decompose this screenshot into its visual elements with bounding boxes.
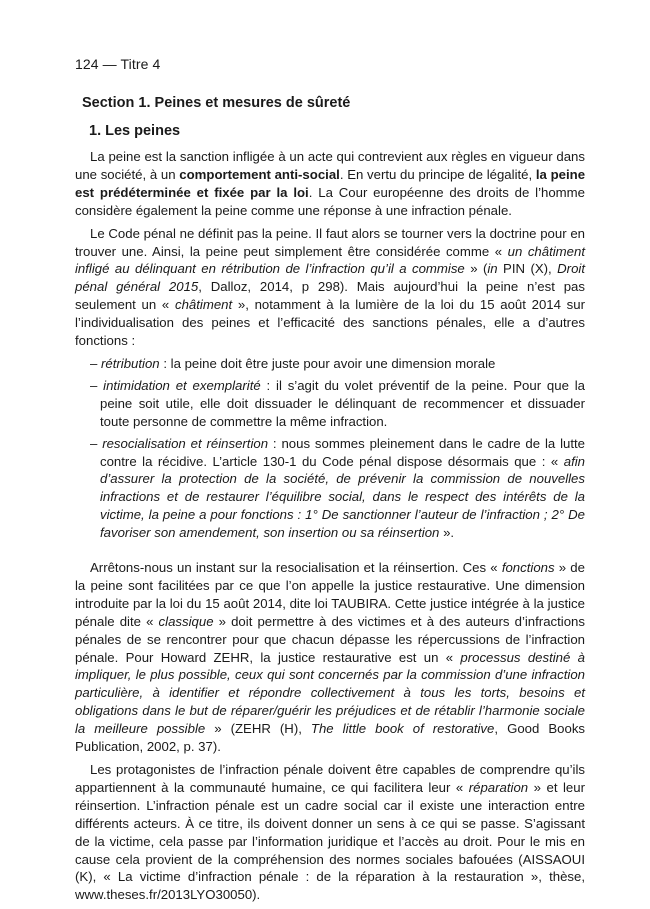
body-text	[75, 148, 585, 909]
paragraph-doctrine: Le Code pénal ne définit pas la peine. Il faut alors se tourner vers la doctrine pour en trouver une. Ainsi, la peine peut simplement être considérée comme « un châtiment infligé au délinquant en rétribution de l’infraction qu’il a commise » (in PIN (X), Droit pénal général 2015, Dalloz, 2014, p 298). Mais aujourd’hui la peine n’est pas seulement un « châtiment », notamment à la lumière de la loi du 15 août 2014 sur l’individualisation des peines et l’efficacité des sanctions pénales, elle a d’autres fonctions :	[75, 225, 585, 349]
subsection-title: 1. Les peines	[89, 123, 181, 139]
section-title: Section 1. Peines et mesures de sûreté	[82, 95, 351, 111]
list-item: – rétribution : la peine doit être juste pour avoir une dimension morale	[90, 355, 496, 371]
functions-list	[75, 355, 585, 542]
paragraph-protagonists: Les protagonistes de l’infraction pénale doivent être capables de comprendre qu’ils appartiennent à la communauté humaine, ce qui facilitera leur « réparation » et leur réinsertion. L’infraction pénale est un cadre social car il existe une interaction entre différents acteurs. À ce titre, ils doivent donner un sens à ce qui se passe. S’agissant de la victime, cela passe par l’information juridique et l’accès au droit. Pour le mis en cause cela provient de la compréhension des normes sociales bafouées (AISSAOUI (K), « La victime d’infraction pénale : de la réparation à la restauration », thèse, www.theses.fr/2013LYO30050).	[75, 762, 585, 903]
list-item: – resocialisation et réinsertion : nous sommes pleinement dans le cadre de la lutte contre la récidive. L’article 130-1 du Code pénal dispose désormais que : « afin d’assurer la protection de la société, de prévenir la commission de nouvelles infractions et de restaurer l’équilibre social, dans le respect des intérêts de la victime, la peine a pour fonctions : 1° De sanctionner l’auteur de l’infraction ; 2° De favoriser son amendement, son insertion ou sa réinsertion ».	[90, 435, 585, 541]
list-term: intimidation et exemplarité	[103, 377, 261, 393]
book-title: The little book of restorative	[310, 721, 495, 737]
bold-phrase: comportement anti-social	[179, 166, 340, 182]
italic-quote: un châtiment infligé au délinquant en rétribution de l’infraction qu’il a commise	[75, 243, 585, 277]
book-title: Droit pénal général 2015	[75, 261, 585, 295]
bold-phrase: la peine est prédéterminée et fixée par la loi	[75, 166, 586, 200]
paragraph-restorative-justice: Arrêtons-nous un instant sur la resocialisation et la réinsertion. Ces « fonctions » de la peine sont facilitées par ce que l’on appelle la justice restaurative. Une dimension introduite par la loi du 15 août 2014, dite loi TAUBIRA. Cette justice intégrée à la justice pénale dite « classique » doit permettre à des victimes et à des auteurs d’infractions pénales de se rencontrer pour que chacun dépasse les répercussions de l’infraction pénale. Pour Howard ZEHR, la justice restaurative est un « processus destiné à impliquer, le plus possible, ceux qui sont concernés par la commission d’une infraction particulière, à identifier et répondre collectivement à tous les torts, besoins et obligations dans le but de réparer/guérir les préjudices et de rétablir l’harmonie sociale la meilleure possible » (ZEHR (H), The little book of restorative, Good Books Publication, 2002, p. 37).	[75, 560, 586, 755]
running-head: 124 — Titre 4	[75, 56, 161, 72]
list-term: resocialisation et réinsertion	[102, 435, 269, 451]
list-item: – intimidation et exemplarité : il s’agit du volet préventif de la peine. Pour que la peine soit utile, elle doit dissuader le délinquant de recommencer et dissuader toute personne de commettre la même infraction.	[90, 377, 586, 429]
paragraph-definition: La peine est la sanction infligée à un acte qui contrevient aux règles en vigueur dans une société, à un comportement anti-social. En vertu du principe de légalité, la peine est prédéterminée et fixée par la loi. La Cour européenne des droits de l’homme considère également la peine comme une réponse à une infraction pénale.	[75, 149, 586, 218]
list-term: rétribution	[101, 355, 160, 371]
italic-quote: afin d’assurer la protection de la société, de prévenir la commission de nouvelles infractions et de restaurer l’équilibre social, dans le respect des intérêts de la victime, la peine a pour fonctions : 1° De sanctionner l’auteur de l’infraction ; 2° De favoriser son amendement, son insertion ou sa réinsertion	[100, 453, 585, 541]
italic-quote: processus destiné à impliquer, le plus possible, ceux qui sont concernés par la commission d’une infraction particulière, à identifier et répondre collectivement à tous les torts, besoins et obligations dans le but de réparer/guérir les préjudices et de rétablir l’harmonie sociale la meilleure possible	[75, 649, 585, 737]
